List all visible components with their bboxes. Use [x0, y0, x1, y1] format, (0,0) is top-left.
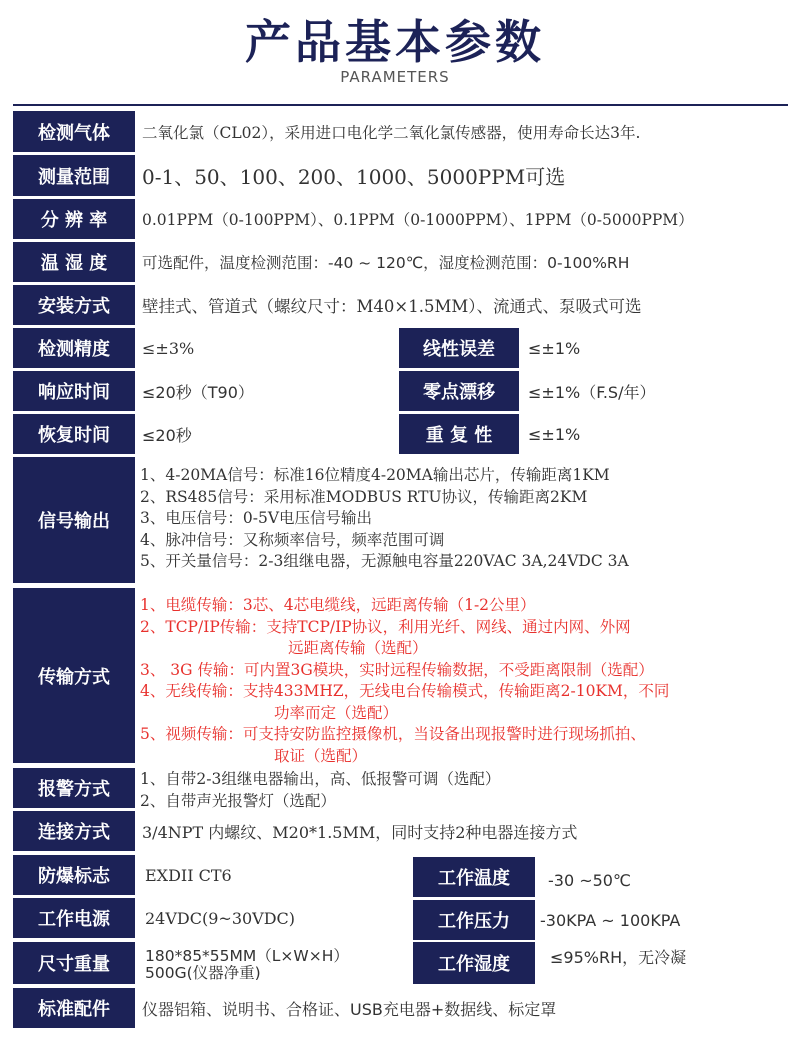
signal-lines	[140, 465, 629, 573]
linearity-label: 线性误差	[399, 328, 519, 368]
work-temp-value: -30 ~50℃	[548, 870, 631, 890]
explosion-label: 防爆标志	[13, 855, 135, 895]
gas-label: 检测气体	[13, 111, 135, 152]
temp-humidity-value: 可选配件，温度检测范围：-40 ~ 120℃，湿度检测范围：0-100%RH	[142, 254, 630, 272]
alarm-label: 报警方式	[13, 768, 135, 808]
alarm-line: 2、自带声光报警灯（选配）	[140, 791, 336, 810]
size-dimensions: 180*85*55MM（L×W×H）	[145, 947, 349, 965]
install-label: 安装方式	[13, 285, 135, 325]
page-title: 产品基本参数	[245, 15, 545, 69]
transmission-lines	[140, 595, 669, 767]
transmission-line: 3、 3G 传输：可内置3G模块，实时远程传输数据，不受距离限制（选配）	[140, 660, 654, 679]
transmission-line: 1、电缆传输：3芯、4芯电缆线，远距离传输（1-2公里）	[140, 596, 536, 614]
signal-line: 5、开关量信号：2-3组继电器，无源触电容量220VAC 3A,24VDC 3A	[140, 552, 629, 570]
transmission-line: 5、视频传输：可支持安防监控摄像机，当设备出现报警时进行现场抓拍、	[140, 725, 646, 743]
transmission-label: 传输方式	[13, 588, 135, 763]
recovery-value: ≤20秒	[142, 425, 192, 445]
transmission-line: 远距离传输（选配）	[288, 639, 428, 657]
size-lines	[145, 948, 349, 982]
work-humidity-label: 工作湿度	[413, 942, 535, 984]
work-temp-label: 工作温度	[413, 857, 535, 897]
range-label: 测量范围	[13, 155, 135, 196]
resolution-label: 分 辨 率	[13, 199, 135, 239]
gas-value: 二氧化氯（CL02），采用进口电化学二氧化氯传感器，使用寿命长达3年.	[142, 123, 641, 142]
accessories-value: 仪器铝箱、说明书、合格证、USB充电器+数据线、标定罩	[142, 999, 557, 1019]
signal-label: 信号输出	[13, 457, 135, 583]
resolution-value: 0.01PPM（0-100PPM）、0.1PPM（0-1000PPM）、1PPM（0-5000PPM）	[142, 211, 694, 229]
linearity-value: ≤±1%	[528, 338, 581, 358]
range-value: 0-1、50、100、200、1000、5000PPM可选	[142, 165, 566, 189]
pressure-value: -30KPA ~ 100KPA	[540, 910, 681, 930]
transmission-line: 2、TCP/IP传输：支持TCP/IP协议，利用光纤、网线、通过内网、外网	[140, 617, 631, 636]
response-value: ≤20秒（T90）	[142, 382, 254, 402]
signal-line: 3、电压信号：0-5V电压信号输出	[140, 509, 373, 527]
install-value: 壁挂式、管道式（螺纹尺寸：M40×1.5MM）、流通式、泵吸式可选	[142, 297, 642, 316]
pressure-label: 工作压力	[413, 900, 535, 940]
power-value: 24VDC(9~30VDC)	[145, 908, 296, 928]
page-subtitle: PARAMETERS	[340, 68, 450, 86]
transmission-line: 功率而定（选配）	[274, 703, 399, 722]
work-humidity-value: ≤95%RH，无冷凝	[550, 947, 687, 967]
zero-drift-value: ≤±1%（F.S/年）	[528, 382, 656, 402]
size-weight: 500G(仪器净重)	[145, 964, 261, 982]
response-label: 响应时间	[13, 371, 135, 411]
connection-value: 3/4NPT 内螺纹、M20*1.5MM，同时支持2种电器连接方式	[142, 822, 578, 842]
transmission-line: 取证（选配）	[274, 746, 368, 765]
power-label: 工作电源	[13, 898, 135, 938]
signal-line: 1、4-20MA信号：标准16位精度4-20MA输出芯片，传输距离1KM	[140, 466, 610, 484]
alarm-lines	[140, 769, 500, 812]
repeatability-label: 重 复 性	[399, 414, 519, 454]
zero-drift-label: 零点漂移	[399, 371, 519, 411]
alarm-line: 1、自带2-3组继电器输出，高、低报警可调（选配）	[140, 770, 501, 788]
connection-label: 连接方式	[13, 811, 135, 851]
transmission-line: 4、无线传输：支持433MHZ，无线电台传输模式，传输距离2-10KM，不同	[140, 682, 670, 700]
size-label: 尺寸重量	[13, 942, 135, 984]
signal-line: 2、RS485信号：采用标准MODBUS RTU协议，传输距离2KM	[140, 487, 588, 506]
explosion-value: EXDII CT6	[145, 865, 232, 885]
header-divider	[13, 104, 788, 106]
repeatability-value: ≤±1%	[528, 424, 581, 444]
recovery-label: 恢复时间	[13, 414, 135, 454]
accessories-label: 标准配件	[13, 988, 135, 1028]
accuracy-value: ≤±3%	[142, 338, 195, 358]
temp-humidity-label: 温 湿 度	[13, 242, 135, 282]
signal-line: 4、脉冲信号：又称频率信号，频率范围可调	[140, 530, 445, 549]
accuracy-label: 检测精度	[13, 328, 135, 368]
